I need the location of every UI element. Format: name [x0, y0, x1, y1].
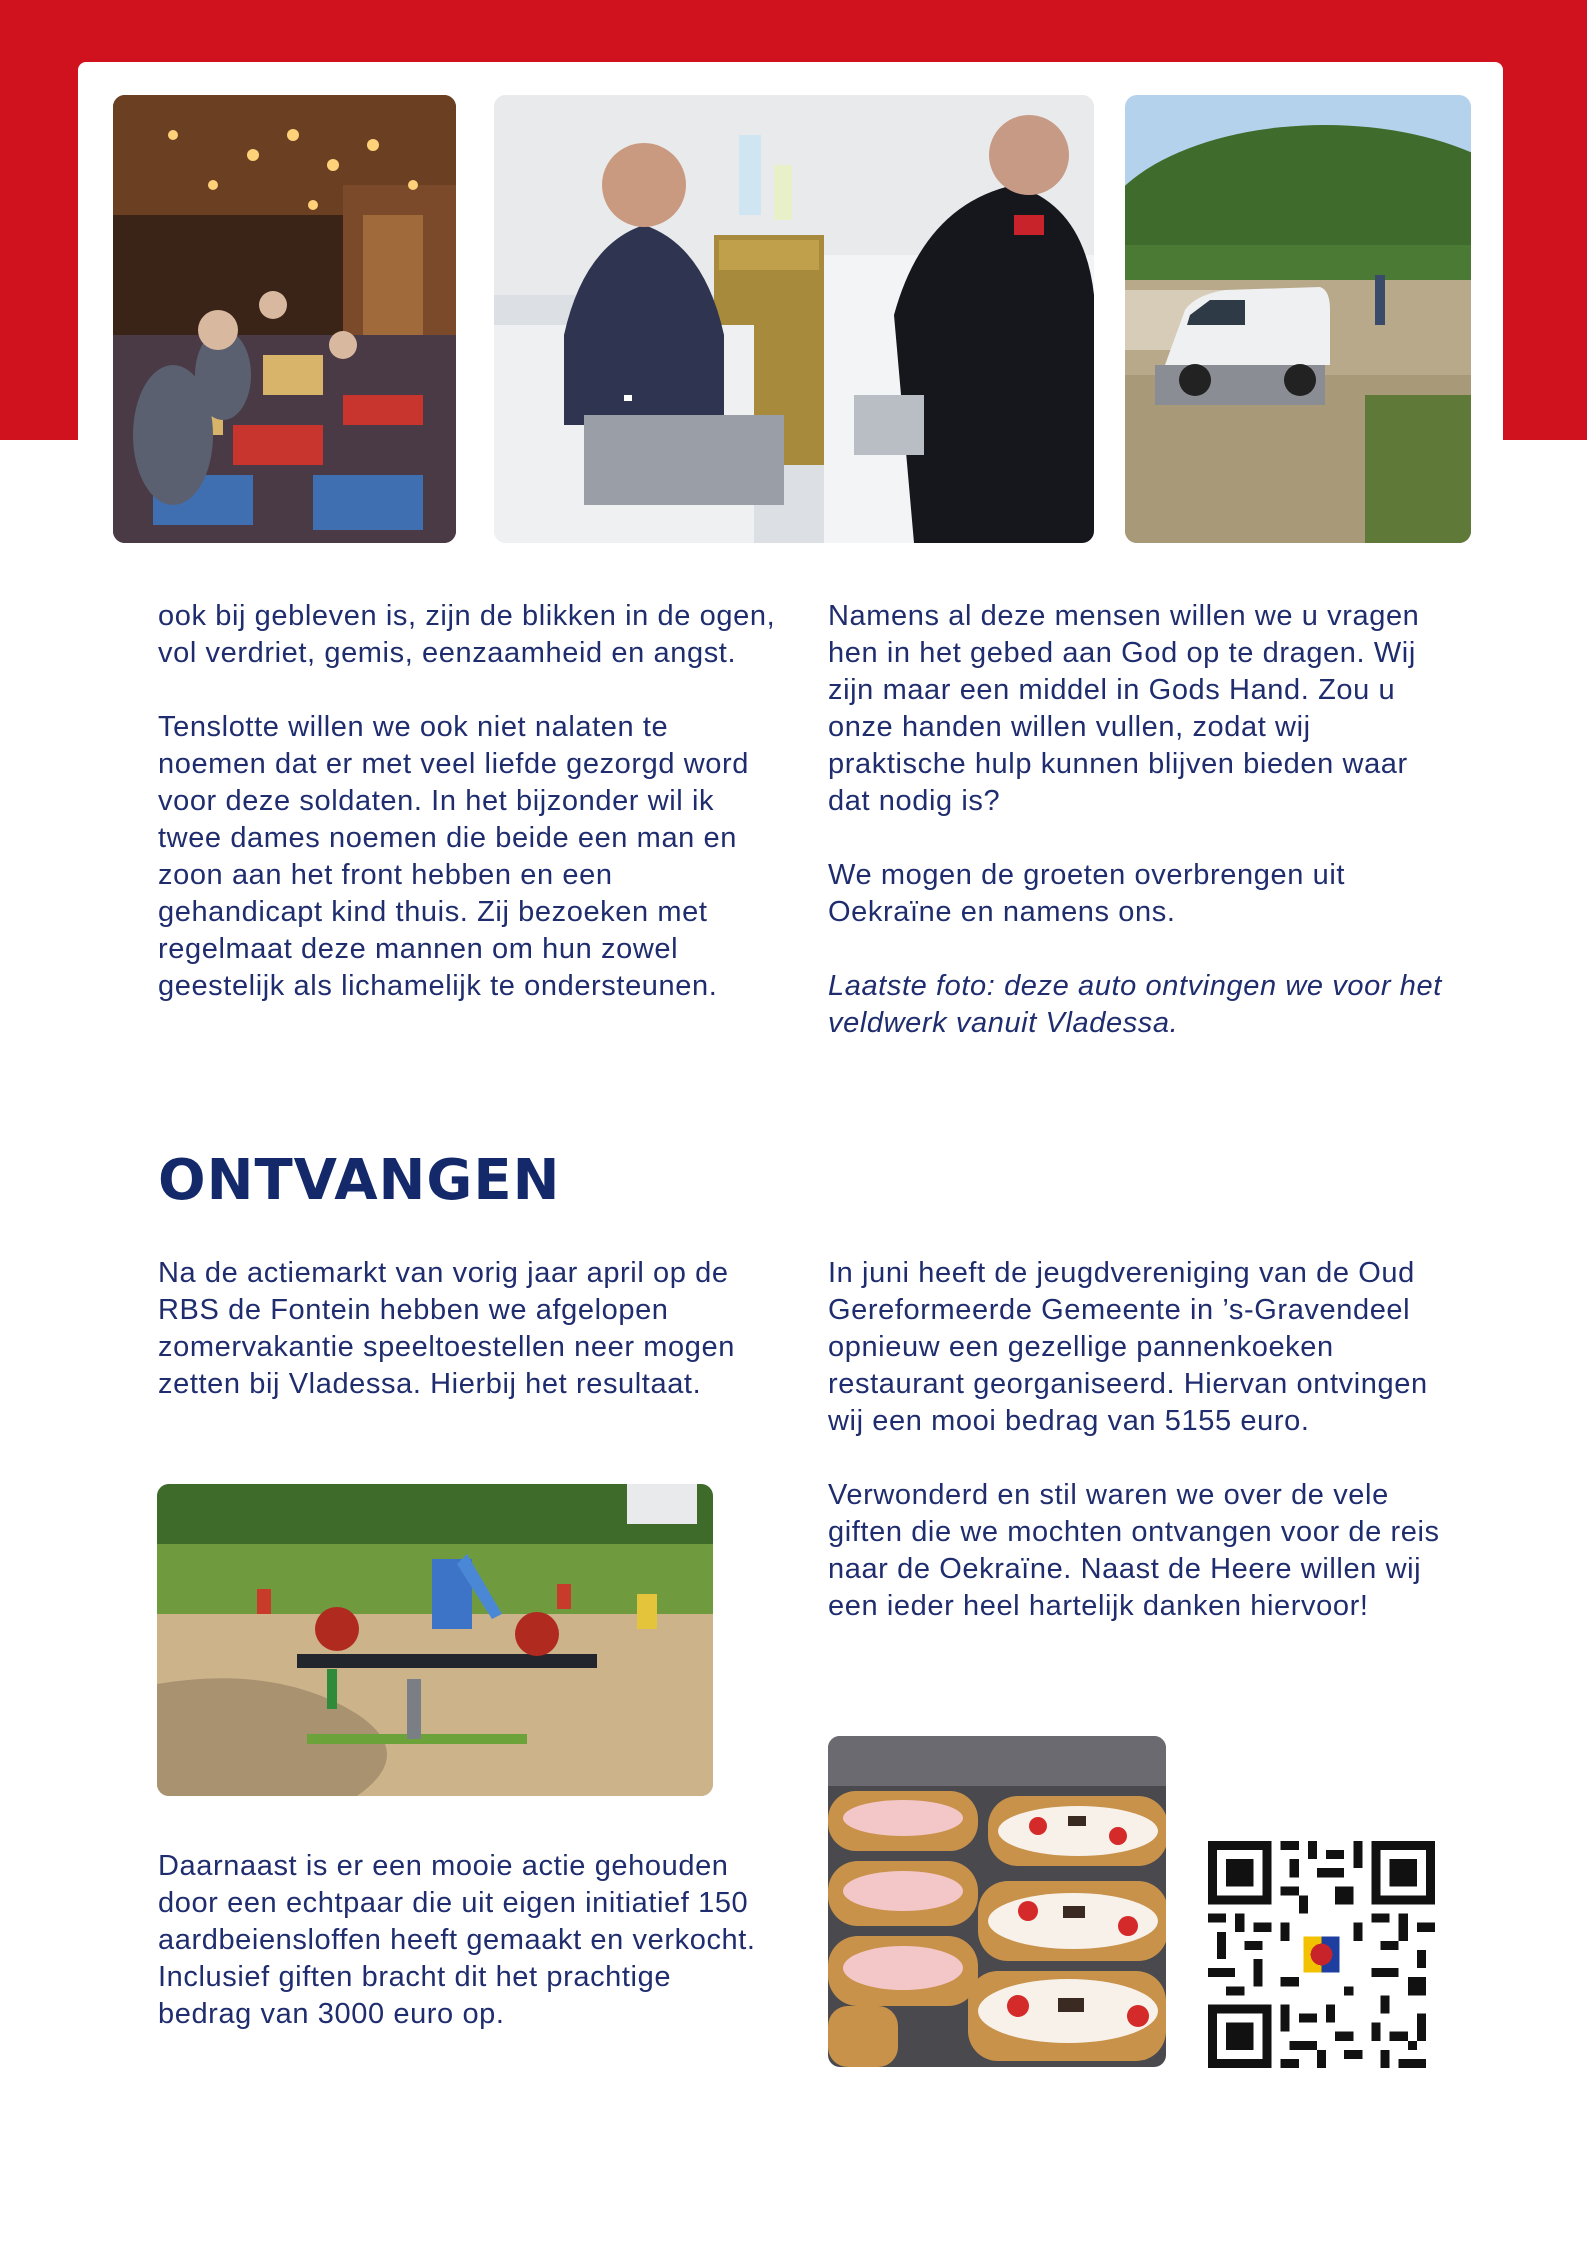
paragraph-actiemarkt: Na de actiemarkt van vorig jaar april op de RBS de Fontein hebben we afgelopen zomervakantie speeltoestellen neer mogen zetten bij Vladessa. Hierbij het resultaat.	[158, 1257, 735, 1400]
top-right-column	[828, 598, 1448, 1042]
paragraph-verwonderd: Verwonderd en stil waren we over de vele giften die we mochten ontvangen voor de reis naar de Oekraïne. Naast de Heere willen wij een ieder heel hartelijk danken hiervoor!	[828, 1479, 1440, 1622]
bottom-left-after-photo	[158, 1848, 758, 2033]
qr-code[interactable]	[1208, 1841, 1435, 2068]
paragraph-namens: Namens al deze mensen willen we u vragen hen in het gebed aan God op te dragen. Wij zijn maar een middel in Gods Hand. Zou u onze handen willen vullen, zodat wij praktische hulp kunnen blijven bieden waar dat nodig is?	[828, 600, 1420, 817]
bottom-right-column	[828, 1255, 1448, 1625]
photo-soldiers-hospital	[494, 95, 1094, 543]
paragraph-tenslotte: Tenslotte willen we ook niet nalaten te noemen dat er met veel liefde gezorgd word voor deze soldaten. In het bijzonder wil ik twee dames noemen die beide een man en zoon aan het front hebben en een gehandicapt kind thuis. Zij bezoeken met regelmaat deze mannen om hun zowel geestelijk als lichamelijk te ondersteunen.	[158, 711, 750, 1002]
photo-playground	[157, 1484, 713, 1796]
photo-car-vladessa	[1125, 95, 1471, 543]
top-left-column	[158, 598, 778, 1005]
photo-clothing-distribution	[113, 95, 456, 543]
paragraph-groeten: We mogen de groeten overbrengen uit Oekraïne en namens ons.	[828, 859, 1346, 928]
photo-strawberry-pastries	[828, 1736, 1166, 2067]
photo-caption: Laatste foto: deze auto ontvingen we voor het veldwerk vanuit Vladessa.	[828, 970, 1442, 1039]
paragraph-pannenkoeken: In juni heeft de jeugdvereniging van de Oud Gereformeerde Gemeente in ’s-Gravendeel opnieuw een gezellige pannenkoeken restaurant georganiseerd. Hiervan ontvingen wij een mooi bedrag van 5155 euro.	[828, 1257, 1428, 1437]
paragraph-gebleven: ook bij gebleven is, zijn de blikken in de ogen, vol verdriet, gemis, eenzaamheid en angst.	[158, 600, 776, 669]
paragraph-aardbeiensloffen: Daarnaast is er een mooie actie gehouden door een echtpaar die uit eigen initiatief 150 aardbeiensloffen heeft gemaakt en verkocht. Inclusief giften bracht dit het prachtige bedrag van 3000 euro op.	[158, 1850, 756, 2030]
section-heading: ONTVANGEN	[158, 1148, 561, 1213]
bottom-left-intro	[158, 1255, 758, 1403]
